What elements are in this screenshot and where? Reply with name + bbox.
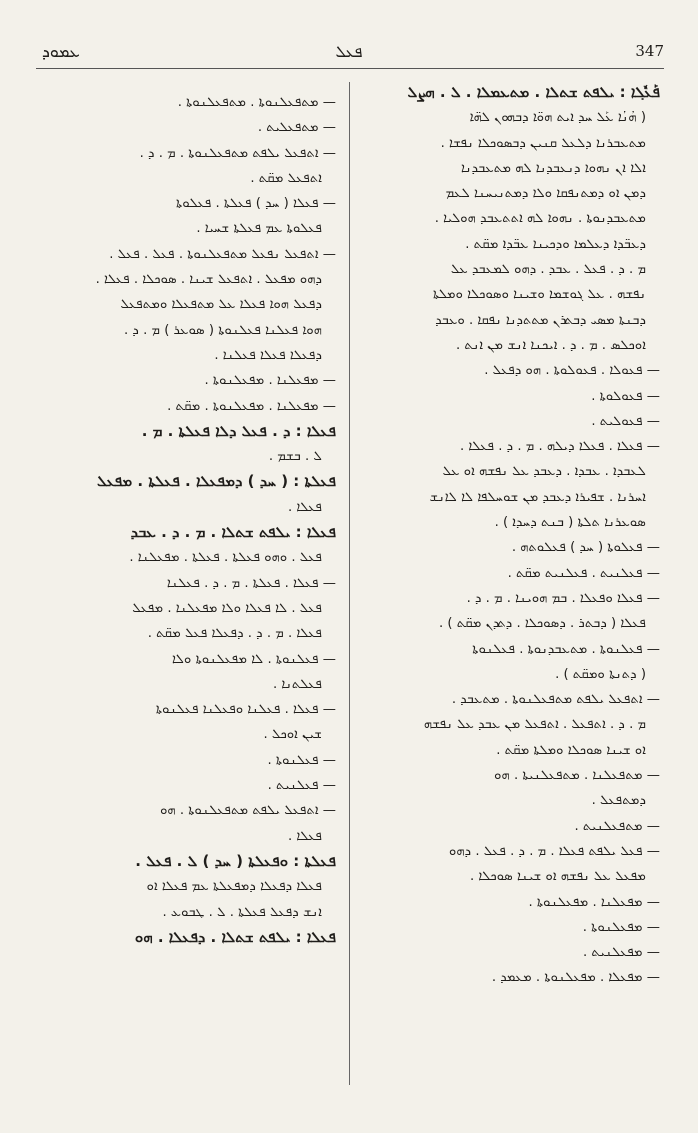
entry-text-line: ܡ . ܕ . ܦܥܠ . ܥܒܕ . ܕܗܘ ܠܡܥܒܕ ܥܠ bbox=[450, 262, 646, 278]
column-divider bbox=[349, 82, 350, 1085]
subentry-line: — ܐܬܦܥܠ ܝܠܦܬ ܡܬܦܥܠܢܘܬܐ . ܡ . ܕ . bbox=[139, 145, 336, 161]
entry-headword-line: ܦܥܠܐ : ܝܠܦܬ ܫܬܠܐ . ܕܦܥܠܐ . ܗܘ bbox=[134, 927, 336, 946]
subentry-line: — ܦܥܠܐ ܘܦܥܠܐ . ܒܡ ܗܘܝܢܐ . ܡ . ܕ . bbox=[466, 590, 660, 606]
entry-text-line: ܕܗܘ ܡܦܥܠ . ܐܬܦܥܠ ܫܝܢܐ . ܣܘܟܠܐ . ܦܥܠܐ . bbox=[95, 272, 322, 288]
entry-text-line: ܢܦܫܗ . ܥܠ ܓܘܫܡܐ ܘܫܝܢܐ ܘܣܘܟܠܐ ܘܡܠܬܐ bbox=[432, 287, 646, 303]
subentry-line: — ܐܬܦܥܠ ܝܠܦܬ ܡܬܦܥܠܢܘܬܐ . ܗܘ bbox=[160, 803, 336, 819]
entry-text-line: ܐܘܟܠܣ . ܡ . ܕ . ܐܝܟܢܐ ܐܢܫ ܡܢ ܐܢܬ . bbox=[455, 337, 646, 353]
subentry-line: — ܡܦܥܠܢܐ . ܡܦܥܠܢܘܬܐ . bbox=[528, 894, 660, 910]
entry-headword-line: ܦܰܥܽܠ݂ܐ : ܝܠܦܬ ܫܬܠܐ . ܡܬܥܡܠܐ . ܠ . ܗܨܠ bbox=[407, 83, 660, 101]
subentry-line: — ܡܬܦܥܠܝܬ . bbox=[257, 120, 336, 136]
entry-text-line: ܗܘܐ ܦܥܠܢܐ ܦܥܠܢܘܬܐ ( ܣܘܥܪ ) ܡ . ܕ . bbox=[123, 322, 322, 338]
subentry-line: — ܡܦܥܠܢܐ . ܡܦܥܠܢܘܬܐ . bbox=[204, 373, 336, 389]
entry-text-line: ܠ . ܒܫܡ . bbox=[268, 449, 322, 465]
entry-text-line: ܡ . ܕ . ܐܬܦܥܠ . ܐܬܦܥܠ ܡܢ ܥܒܕ ܥܠ ܢܦܫܗ bbox=[423, 717, 646, 733]
entry-text-line: ܐܘ ܫܝܢܐ ܣܘܟܠܐ ܘܡܠܬܐ ܡܩ̈ܬ . bbox=[496, 742, 646, 758]
entry-text-line: ܕܡܬܦܥܠ . bbox=[591, 793, 646, 809]
entry-text-line: ܦܥܠܐ ( ܕܒܬܪ . ܕܣܘܟܠܐ . ܕܬܕܢ ܡܩ̈ܬ ) . bbox=[439, 616, 646, 632]
entry-text-line: ܡܬܥܒܕܢܘܬܐ . ܢܗܘܐ ܠܗ ܐܬܬܥܒܕ ܗܘܠܝܐ . bbox=[434, 211, 646, 227]
entry-text-line: ܕܥܒ̈ܕܐ ܕܥܠܡܐ ܘܕܟܝܢܐ ܥܒ̈ܕܐ ܡܩ̈ܬ . bbox=[465, 236, 646, 252]
subentry-line: — ܡܬܦܥܠܢܐ . ܡܬܦܥܠܢܝܬܐ . ܗܘ bbox=[494, 768, 660, 784]
subentry-line: — ܦܥܠܢܘܬܐ . ܠܐ ܡܦܥܠܢܘܬܐ ܘܠܐ bbox=[171, 651, 336, 667]
subentry-line: — ܡܦܥܠܢܐ . ܡܦܥܠܢܘܬܐ . ܡܩ̈ܬ . bbox=[167, 398, 336, 414]
entry-headword-line: ܦܥܠܐ : ܝܠܦܬ ܫܬܠܐ . ܡ . ܕ . ܥܒܕ bbox=[130, 523, 336, 542]
entry-text-line: ܦܥܠܘܬܐ ܥܡ ܦܥܠܬܐ ܫܚܝܐ . bbox=[196, 221, 322, 237]
page-number: 347 bbox=[635, 42, 664, 60]
header-rule bbox=[36, 68, 664, 69]
entry-text-line: ܦܥܠܐ ܕܦܥܠܐ ܕܡܦܥܠܬܐ ܥܡ ܦܥܠܐ ܐܘ bbox=[146, 879, 322, 895]
entry-text-line: ܕܒܢܬܐ ܡܣܝ ܕܒܬܪܢ ܡܬܬܕܢܐ ܢܦܩܐ . ܘܥܒܕ bbox=[435, 312, 646, 328]
subentry-line: — ܦܥܠܢܝܬ . bbox=[267, 778, 336, 794]
subentry-line: — ܡܬܦܥܠܢܘܬܐ . ܡܬܦܥܠܢܘܬܐ . bbox=[177, 95, 336, 110]
entry-text-line: ܕܦܥܠ ܗܘܐ ܦܥܠܐ ܥܠ ܡܬܦܥܠܐ ܘܡܬܦܥܠ bbox=[120, 297, 322, 313]
subentry-line: — ܦܥܠܐ . ܦܥܠܬܐ . ܡ . ܕ . ܦܥܠܢܐ bbox=[166, 575, 336, 591]
subentry-line: — ܐܬܦܥܠ ܝܠܦܬ ܡܬܦܥܠܢܘܬܐ . ܡܬܥܒܕ . bbox=[451, 692, 660, 708]
entry-text-line: ܦܥܠܐ . bbox=[288, 828, 322, 844]
entry-text-line: ܣܘܥܪܢܐ ܬܠܬܐ ( ܒܢܬ ܕܚܕܐ ) . bbox=[494, 515, 646, 531]
entry-text-line: ܐܢܫ ܕܦܥܠ ܦܥܠܬܐ . ܠ . ܛܒܘܥ . bbox=[162, 904, 322, 920]
running-header bbox=[30, 42, 668, 64]
entry-text-line: ܕܡܢ ܐܘ ܕܡܬܢܦܩܐ ܘܠܐ ܕܡܬܢܝܚܢܐ ܠܥܡ bbox=[445, 186, 646, 202]
subentry-line: — ܦܥܠܢܘܬܐ . ܡܬܥܒܕܢܘܬܐ . ܦܥܠܢܘܬܐ bbox=[472, 641, 660, 657]
entry-text-line: ( ܗܳܢܳܐ ܥܰܠ ܚܕ ܐܝܬ ܗܘ̈ܐ ܕܒܗܘܢ ܠܗ̈ܐ bbox=[469, 110, 646, 126]
header-left-catchword: ܥܡܘܕ bbox=[42, 42, 80, 61]
subentry-line: — ܦܥܠܢܝܬ . ܦܥܠܢܝܬ ܡܩ̈ܬ . bbox=[507, 565, 660, 581]
entry-text-line: ܐܬܦܥܠ ܡܩ̈ܬ . bbox=[250, 170, 322, 186]
subentry-line: — ܦܥܠܐ . ܦܥܠܐ ܕܝܠܗ . ܡ . ܕ . ܦܥܠܐ . bbox=[460, 439, 660, 455]
entry-headword-line: ܦܥܠܐ : ܕ . ܦܥܠ ܕܠܐ ܦܥܠܬܐ . ܡ . bbox=[141, 421, 336, 440]
entry-text-line: ܐܠܐ ܐܢ ܢܗܘܐ ܕܢܥܒܕܢܐ ܠܗ ܡܬܥܒܕܢܐ bbox=[461, 160, 646, 176]
entry-text-line: ܦܥܠܐ . bbox=[288, 499, 322, 515]
entry-text-line: ܡܦܥܠ ܥܠ ܢܦܫܗ ܐܘ ܫܝܢܐ ܣܘܟܠܐ . bbox=[469, 869, 646, 885]
entry-text-line: ܡܬܥܒܪܢܐ ܕܠܥܠ ܩܢܝܢ ܕܒܣܘܟܠܐ ܢܦܫܐ . bbox=[440, 135, 646, 151]
left-column bbox=[42, 90, 336, 950]
entry-headword-line: ܦܥܠܬܐ : ܘܦܥܠܬܐ ( ܚܕ ) ܠ . ܦܥܠ . bbox=[135, 851, 336, 870]
entry-text-line: ܦܥܠ . ܘܗܘ ܦܥܠܬܐ . ܦܥܠܬܐ . ܡܦܥܠܢܐ . bbox=[129, 550, 322, 566]
subentry-line: — ܦܥܘܠܐ . ܦܥܘܠܘܬܐ . ܗܘ ܕܦܥܠ . bbox=[484, 363, 660, 379]
subentry-line: — ܦܥܠܐ ( ܚܕ ) ܦܥܠܬܐ . ܦܥܠܘܬܐ bbox=[176, 196, 336, 212]
header-center-catchword: ܦܥܠ bbox=[335, 42, 363, 61]
subentry-line: — ܐܬܦܥܠ ܢܦܥܠ ܡܬܦܥܠܢܘܬܐ . ܦܥܠ . ܦܥܠ . bbox=[109, 246, 336, 262]
entry-text-line: ܠܥܒܕܐ . ܥܒܕܐ . ܕܥܒܕ ܥܠ ܢܦܫܗ ܐܘ ܥܠ bbox=[442, 464, 646, 480]
subentry-line: — ܦܥܘܠܝܬ . bbox=[591, 413, 660, 429]
entry-text-line: ܦܥܠ . ܠܐ ܦܥܠܐ ܘܠܐ ܡܦܥܠܢܐ . ܡܦܥܠ bbox=[132, 600, 322, 616]
entry-text-line: ܕܦܥܠܐ ܦܥܠܐ ܦܥܠܢܐ . bbox=[214, 347, 322, 363]
subentry-line: — ܡܦܥܠܢܝܬ . bbox=[582, 945, 660, 961]
entry-headword-line: ܦܥܠܬܐ : ( ܚܕ ) ܕܡܦܥܠܐ . ܦܥܠܬܐ . ܡܦܥܠ bbox=[97, 472, 336, 491]
subentry-line: — ܡܦܥܠܢܘܬܐ . bbox=[582, 919, 660, 935]
subentry-line: — ܦܥܠ ܝܠܦܬ ܦܥܠܐ . ܡ . ܕ . ܦܥܠ . ܕܗܘ bbox=[449, 843, 660, 859]
entry-text-line: ܐܚܪܢܐ . ܫܦܝܪܐ ܕܥܒܕ ܡܢ ܫܘܚܠܦܐ ܠܐ ܠܐܢܫ bbox=[429, 489, 646, 505]
subentry-line: — ܦܥܠܐ . ܦܥܠܢܐ ܘܦܥܠܢܐ ܦܥܠܢܘܬܐ bbox=[155, 702, 336, 718]
entry-text-line: ܦܥܠܐ . ܡ . ܕ . ܕܦܥܠܐ ܦܥܠ ܡܩ̈ܬ . bbox=[147, 626, 322, 642]
entry-text-line: ( ܕܬܢܬܐ ܘܡܩ̈ܬ ) . bbox=[555, 666, 646, 682]
subentry-line: — ܡܬܦܥܠܢܝܬ . bbox=[574, 818, 660, 834]
subentry-line: — ܡܦܥܠܐ . ܡܦܥܠܢܘܬܐ . ܡܥܡܕ . bbox=[491, 970, 660, 986]
entry-text-line: ܫܝܢ ܐܘܟܠ . bbox=[263, 727, 322, 743]
subentry-line: — ܦܥܘܠܘܬܐ . bbox=[591, 388, 660, 404]
subentry-line: — ܦܥܠܢܘܬܐ . bbox=[267, 752, 336, 768]
right-column bbox=[366, 80, 660, 991]
entry-text-line: ܦܥܠܬܢܐ . bbox=[272, 676, 322, 692]
subentry-line: — ܦܥܠܘܬܐ ( ܚܕ ) ܦܥܠܘܬܗ . bbox=[511, 540, 660, 556]
